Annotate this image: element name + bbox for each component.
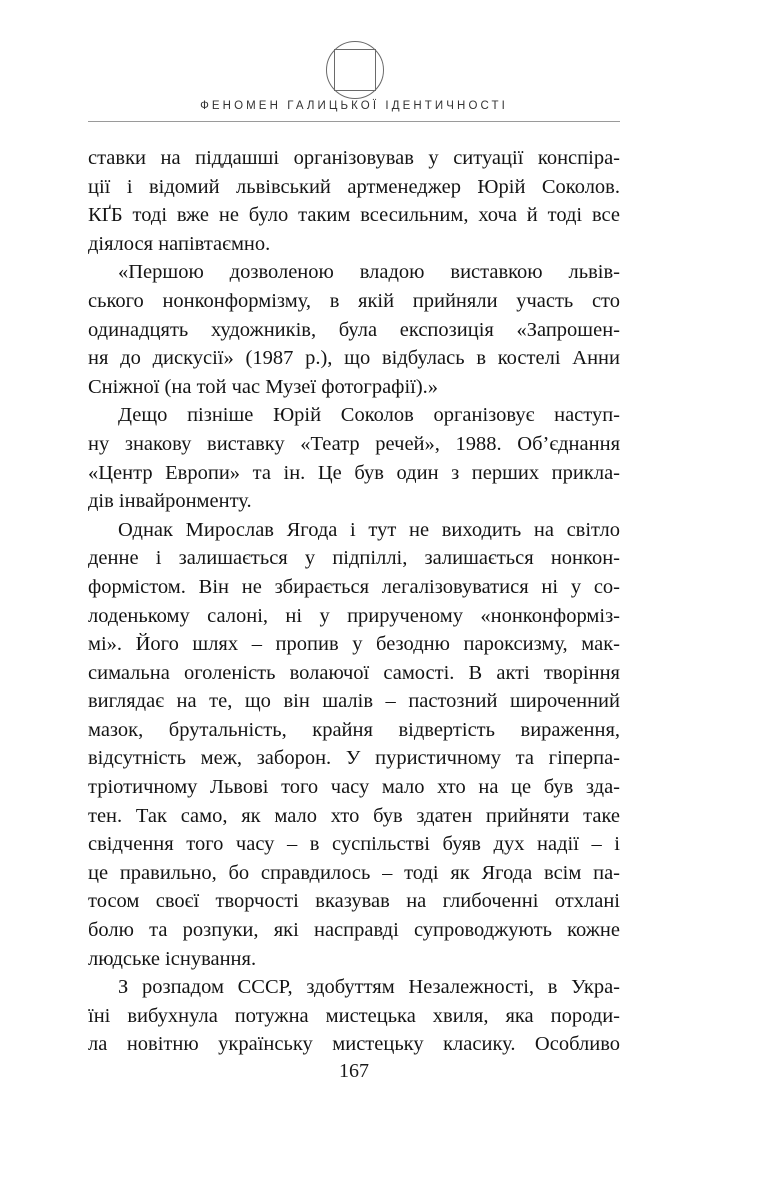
text-line: свідчення того часу – в суспільстві буяв дух надії – і (88, 833, 620, 856)
text-line: ну знакову виставку «Театр речей», 1988. Об’єднання (88, 432, 620, 455)
text-line: симальна оголеність волаючої самості. В акті творіння (88, 661, 620, 684)
text-line: дів інвайронменту. (88, 490, 252, 513)
text-line: діялося напівтаємно. (88, 232, 271, 255)
text-line: З розпадом СССР, здобуттям Незалежності, в Укра- (118, 976, 620, 999)
text-line: формістом. Він не збирається легалізовуватися ні у со- (88, 575, 620, 598)
text-line: денне і залишається у підпіллі, залишається нонкон- (88, 547, 620, 570)
text-line: це правильно, бо справдилось – тоді як Ягода всім па- (88, 861, 620, 884)
text-line: Дещо пізніше Юрій Соколов організовує наступ- (118, 404, 620, 427)
text-line: ла новітню українську мистецьку класику. Особливо (88, 1033, 620, 1056)
text-line: одинадцять художників, була експозиція «Запрошен- (88, 318, 620, 341)
text-line: «Першою дозволеною владою виставкою львів- (118, 261, 620, 284)
text-line: КҐБ тоді вже не було таким всесильним, хоча й тоді все (88, 204, 620, 227)
text-line: мазок, брутальність, крайня відвертість вираження, (88, 718, 620, 741)
text-line: тосом своєї творчості вказував на глибоченні отхлані (88, 890, 620, 913)
text-line: виглядає на те, що він шалів – пастозний широченний (88, 690, 620, 713)
text-line: відсутність меж, заборон. У пуристичному та гіперпа- (88, 747, 620, 770)
emblem-icon (325, 40, 385, 100)
running-head: ФЕНОМЕН ГАЛИЦЬКОЇ ІДЕНТИЧНОСТІ (200, 100, 508, 112)
text-line: тен. Так само, як мало хто був здатен прийняти таке (88, 804, 620, 827)
text-line: їні вибухнула потужна мистецька хвиля, яка породи- (88, 1004, 620, 1027)
header-divider (88, 121, 620, 122)
text-line: ставки на піддашші організовував у ситуації конспіра- (88, 147, 620, 169)
text-line: тріотичному Львові того часу мало хто на це був зда- (88, 776, 620, 799)
text-line: людське існування. (88, 947, 257, 970)
text-line: Сніжної (на той час Музеї фотографії).» (88, 375, 439, 398)
text-line: Однак Мирослав Ягода і тут не виходить на світло (118, 518, 620, 541)
text-line: болю та розпуки, які насправді супроводжують кожне (88, 919, 620, 942)
text-line: ня до дискусії» (1987 р.), що відбулась в костелі Анни (88, 347, 620, 370)
text-line: «Центр Европи» та ін. Це був один з перших прикла- (88, 461, 620, 484)
text-line: лоденькому салоні, ні у прирученому «нонконформіз- (88, 604, 620, 627)
text-line: мі». Його шлях – пропив у безодню пароксизму, мак- (88, 633, 620, 656)
text-line: ції і відомий львівський артменеджер Юрій Соколов. (88, 175, 620, 198)
text-line: ського нонконформізму, в якій прийняли участь сто (88, 289, 620, 312)
body-text (88, 144, 620, 1059)
page-number: 167 (339, 1060, 369, 1082)
